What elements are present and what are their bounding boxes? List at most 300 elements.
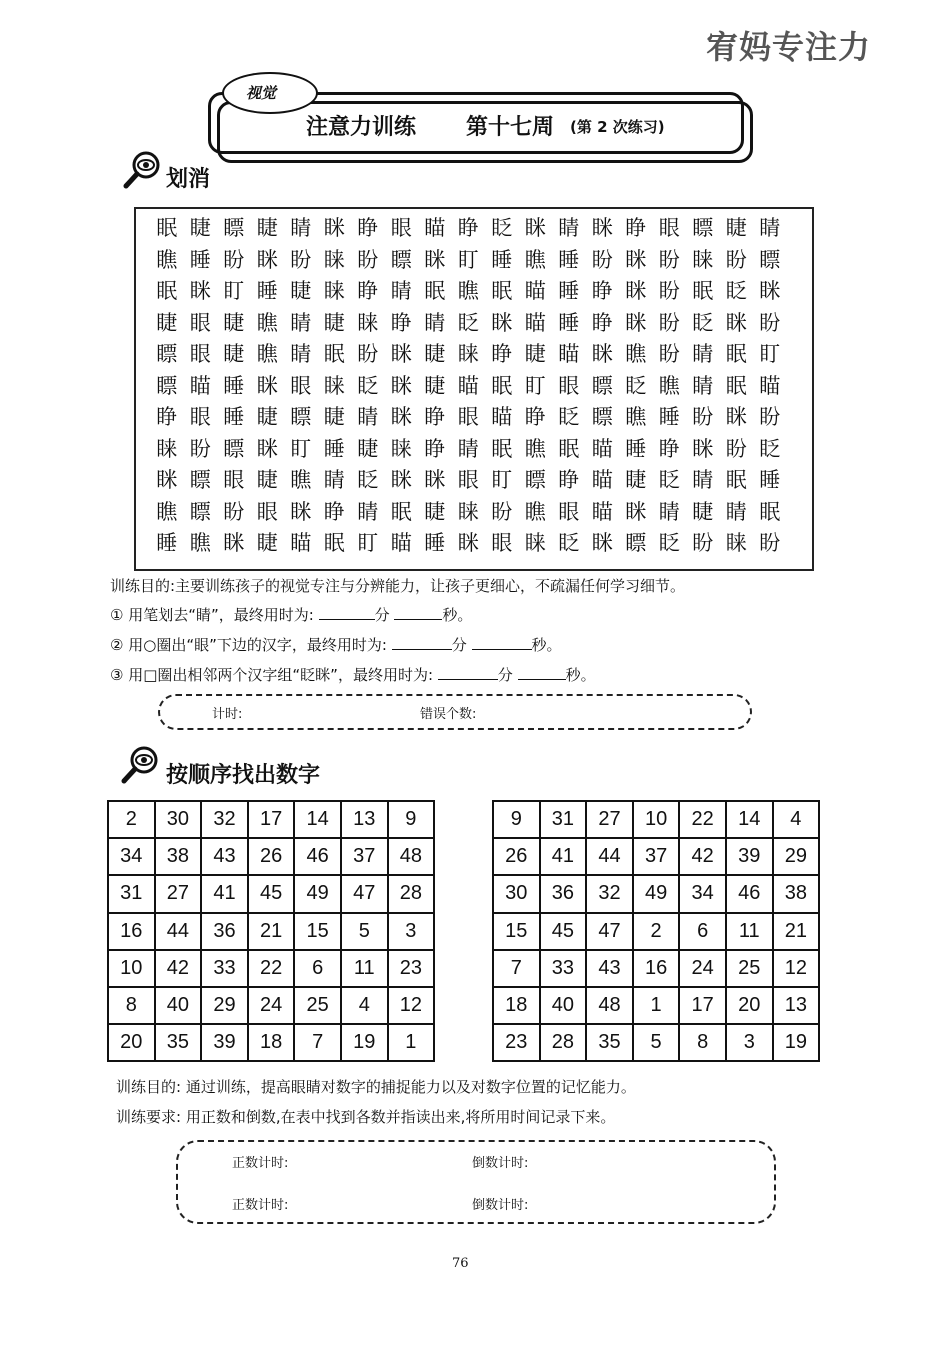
number-cell[interactable]: 6	[294, 950, 341, 987]
grid-char[interactable]: 睛	[558, 216, 580, 240]
number-cell[interactable]: 32	[586, 875, 633, 912]
number-cell[interactable]: 14	[726, 801, 773, 838]
task-3-seconds-field[interactable]	[518, 665, 566, 680]
number-cell[interactable]: 35	[586, 1024, 633, 1061]
grid-char[interactable]: 眯	[591, 342, 613, 366]
grid-char[interactable]: 眯	[256, 436, 278, 461]
grid-char[interactable]: 睫	[357, 436, 379, 461]
grid-char[interactable]: 睁	[156, 405, 178, 429]
grid-char[interactable]: 睡	[189, 247, 211, 272]
number-cell[interactable]: 45	[248, 875, 295, 912]
grid-char[interactable]: 眯	[323, 216, 345, 240]
number-cell[interactable]: 2	[633, 913, 680, 950]
grid-char[interactable]: 瞄	[591, 436, 613, 461]
grid-char[interactable]: 睁	[390, 310, 412, 335]
grid-char[interactable]: 瞟	[692, 216, 714, 240]
grid-char[interactable]: 眯	[390, 342, 412, 366]
grid-char[interactable]: 眯	[591, 531, 613, 555]
number-cell[interactable]: 27	[586, 801, 633, 838]
grid-char[interactable]: 盼	[223, 499, 245, 524]
number-cell[interactable]: 30	[493, 875, 540, 912]
grid-char[interactable]: 睫	[256, 468, 278, 492]
number-cell[interactable]: 10	[633, 801, 680, 838]
grid-char[interactable]: 眼	[290, 373, 312, 398]
grid-char[interactable]: 睫	[256, 405, 278, 429]
grid-char[interactable]: 瞟	[591, 373, 613, 398]
grid-char[interactable]: 眯	[725, 310, 747, 335]
grid-char[interactable]: 瞟	[625, 531, 647, 555]
grid-char[interactable]: 睛	[692, 342, 714, 366]
number-cell[interactable]: 40	[155, 987, 202, 1024]
number-cell[interactable]: 17	[679, 987, 726, 1024]
grid-char[interactable]: 睡	[491, 247, 513, 272]
grid-char[interactable]: 眯	[524, 216, 546, 240]
grid-char[interactable]: 瞧	[457, 279, 479, 303]
grid-char[interactable]: 睛	[390, 279, 412, 303]
grid-char[interactable]: 眯	[692, 436, 714, 461]
grid-char[interactable]: 眼	[491, 531, 513, 555]
grid-char[interactable]: 睫	[290, 279, 312, 303]
number-cell[interactable]: 31	[540, 801, 587, 838]
grid-char[interactable]: 睐	[390, 436, 412, 461]
grid-char[interactable]: 睫	[223, 342, 245, 366]
grid-char[interactable]: 睡	[424, 531, 446, 555]
number-cell[interactable]: 3	[388, 913, 435, 950]
number-cell[interactable]: 43	[201, 838, 248, 875]
grid-char[interactable]: 睫	[625, 468, 647, 492]
grid-char[interactable]: 眯	[457, 531, 479, 555]
number-cell[interactable]: 7	[493, 950, 540, 987]
grid-char[interactable]: 盼	[725, 436, 747, 461]
grid-char[interactable]: 睁	[658, 436, 680, 461]
number-cell[interactable]: 34	[679, 875, 726, 912]
grid-char[interactable]: 眠	[725, 342, 747, 366]
grid-char[interactable]: 眼	[658, 216, 680, 240]
grid-char[interactable]: 睛	[658, 499, 680, 524]
grid-char[interactable]: 眨	[357, 373, 379, 398]
grid-char[interactable]: 睐	[357, 310, 379, 335]
grid-char[interactable]: 盯	[457, 247, 479, 272]
number-cell[interactable]: 18	[248, 1024, 295, 1061]
number-cell[interactable]: 1	[388, 1024, 435, 1061]
number-cell[interactable]: 25	[294, 987, 341, 1024]
grid-char[interactable]: 睫	[524, 342, 546, 366]
grid-char[interactable]: 眼	[223, 468, 245, 492]
grid-char[interactable]: 睡	[759, 468, 781, 492]
grid-char[interactable]: 睛	[290, 216, 312, 240]
grid-char[interactable]: 睫	[223, 310, 245, 335]
grid-char[interactable]: 眯	[390, 468, 412, 492]
number-cell[interactable]: 46	[294, 838, 341, 875]
grid-char[interactable]: 睁	[357, 279, 379, 303]
grid-char[interactable]: 睐	[156, 436, 178, 461]
grid-char[interactable]: 眨	[558, 531, 580, 555]
number-cell[interactable]: 47	[586, 913, 633, 950]
number-cell[interactable]: 18	[493, 987, 540, 1024]
grid-char[interactable]: 睫	[256, 531, 278, 555]
grid-char[interactable]: 眠	[725, 468, 747, 492]
grid-char[interactable]: 睡	[223, 405, 245, 429]
number-cell[interactable]: 38	[773, 875, 820, 912]
grid-char[interactable]: 盯	[290, 436, 312, 461]
grid-char[interactable]: 睫	[323, 405, 345, 429]
grid-char[interactable]: 眯	[290, 499, 312, 524]
grid-char[interactable]: 瞧	[625, 342, 647, 366]
number-cell[interactable]: 31	[108, 875, 155, 912]
grid-char[interactable]: 盼	[290, 247, 312, 272]
grid-char[interactable]: 盼	[223, 247, 245, 272]
grid-char[interactable]: 眯	[625, 279, 647, 303]
grid-char[interactable]: 睁	[591, 310, 613, 335]
grid-char[interactable]: 睁	[357, 216, 379, 240]
grid-char[interactable]: 眼	[189, 342, 211, 366]
grid-char[interactable]: 盼	[725, 247, 747, 272]
grid-char[interactable]: 眯	[256, 247, 278, 272]
grid-char[interactable]: 睐	[692, 247, 714, 272]
number-cell[interactable]: 1	[633, 987, 680, 1024]
grid-char[interactable]: 瞄	[524, 310, 546, 335]
grid-char[interactable]: 瞟	[290, 405, 312, 429]
grid-char[interactable]: 盼	[591, 247, 613, 272]
grid-char[interactable]: 睁	[558, 468, 580, 492]
number-cell[interactable]: 20	[726, 987, 773, 1024]
grid-char[interactable]: 盼	[692, 405, 714, 429]
number-cell[interactable]: 44	[155, 913, 202, 950]
number-cell[interactable]: 49	[633, 875, 680, 912]
number-cell[interactable]: 33	[540, 950, 587, 987]
task-2-seconds-field[interactable]	[472, 635, 532, 650]
grid-char[interactable]: 睐	[725, 531, 747, 555]
number-cell[interactable]: 30	[155, 801, 202, 838]
grid-char[interactable]: 眨	[725, 279, 747, 303]
grid-char[interactable]: 瞄	[591, 499, 613, 524]
grid-char[interactable]: 眯	[759, 279, 781, 303]
number-cell[interactable]: 26	[493, 838, 540, 875]
grid-char[interactable]: 眯	[491, 310, 513, 335]
grid-char[interactable]: 眠	[323, 531, 345, 555]
grid-char[interactable]: 眼	[457, 468, 479, 492]
number-cell[interactable]: 34	[108, 838, 155, 875]
grid-char[interactable]: 盯	[357, 531, 379, 555]
grid-char[interactable]: 瞟	[223, 216, 245, 240]
grid-char[interactable]: 眯	[223, 531, 245, 555]
grid-char[interactable]: 睁	[457, 216, 479, 240]
grid-char[interactable]: 瞄	[759, 373, 781, 398]
grid-char[interactable]: 眼	[558, 373, 580, 398]
grid-char[interactable]: 睡	[156, 531, 178, 555]
grid-char[interactable]: 眯	[156, 468, 178, 492]
number-cell[interactable]: 24	[248, 987, 295, 1024]
grid-char[interactable]: 瞄	[491, 405, 513, 429]
grid-char[interactable]: 眯	[390, 373, 412, 398]
number-cell[interactable]: 23	[493, 1024, 540, 1061]
grid-char[interactable]: 睛	[323, 468, 345, 492]
grid-char[interactable]: 睡	[223, 373, 245, 398]
grid-char[interactable]: 睡	[558, 247, 580, 272]
grid-char[interactable]: 眨	[759, 436, 781, 461]
grid-char[interactable]: 眨	[457, 310, 479, 335]
grid-char[interactable]: 眨	[625, 373, 647, 398]
grid-char[interactable]: 眼	[189, 310, 211, 335]
grid-char[interactable]: 盼	[759, 531, 781, 555]
grid-char[interactable]: 睁	[424, 436, 446, 461]
grid-char[interactable]: 眠	[156, 279, 178, 303]
grid-char[interactable]: 眠	[558, 436, 580, 461]
number-cell[interactable]: 29	[201, 987, 248, 1024]
task-3-minutes-field[interactable]	[438, 665, 498, 680]
number-cell[interactable]: 8	[679, 1024, 726, 1061]
grid-char[interactable]: 盼	[692, 531, 714, 555]
grid-char[interactable]: 眠	[156, 216, 178, 240]
grid-char[interactable]: 瞟	[189, 468, 211, 492]
number-cell[interactable]: 37	[633, 838, 680, 875]
grid-char[interactable]: 瞄	[290, 531, 312, 555]
number-cell[interactable]: 33	[201, 950, 248, 987]
grid-char[interactable]: 睫	[323, 310, 345, 335]
grid-char[interactable]: 眯	[591, 216, 613, 240]
grid-char[interactable]: 盯	[759, 342, 781, 366]
number-cell[interactable]: 47	[341, 875, 388, 912]
number-cell[interactable]: 40	[540, 987, 587, 1024]
number-cell[interactable]: 19	[341, 1024, 388, 1061]
number-cell[interactable]: 13	[341, 801, 388, 838]
grid-char[interactable]: 睫	[692, 499, 714, 524]
number-cell[interactable]: 15	[493, 913, 540, 950]
grid-char[interactable]: 盼	[759, 310, 781, 335]
grid-char[interactable]: 瞟	[524, 468, 546, 492]
number-cell[interactable]: 12	[388, 987, 435, 1024]
grid-char[interactable]: 眠	[424, 279, 446, 303]
grid-char[interactable]: 睫	[424, 499, 446, 524]
number-cell[interactable]: 8	[108, 987, 155, 1024]
grid-char[interactable]: 眨	[491, 216, 513, 240]
number-cell[interactable]: 7	[294, 1024, 341, 1061]
grid-char[interactable]: 瞧	[524, 436, 546, 461]
grid-char[interactable]: 睛	[290, 342, 312, 366]
number-cell[interactable]: 36	[201, 913, 248, 950]
grid-char[interactable]: 眯	[424, 468, 446, 492]
grid-char[interactable]: 睁	[424, 405, 446, 429]
grid-char[interactable]: 眼	[189, 405, 211, 429]
task-1-minutes-field[interactable]	[319, 605, 375, 620]
grid-char[interactable]: 盼	[357, 247, 379, 272]
number-cell[interactable]: 22	[248, 950, 295, 987]
number-cell[interactable]: 3	[726, 1024, 773, 1061]
grid-char[interactable]: 瞟	[591, 405, 613, 429]
grid-char[interactable]: 睛	[692, 373, 714, 398]
grid-char[interactable]: 睁	[524, 405, 546, 429]
grid-char[interactable]: 盯	[524, 373, 546, 398]
grid-char[interactable]: 眨	[658, 531, 680, 555]
grid-char[interactable]: 眠	[323, 342, 345, 366]
grid-char[interactable]: 眠	[725, 373, 747, 398]
grid-char[interactable]: 瞟	[390, 247, 412, 272]
grid-char[interactable]: 睡	[558, 279, 580, 303]
grid-char[interactable]: 盼	[658, 310, 680, 335]
grid-char[interactable]: 眠	[491, 436, 513, 461]
number-cell[interactable]: 15	[294, 913, 341, 950]
grid-char[interactable]: 睁	[323, 499, 345, 524]
grid-char[interactable]: 瞟	[223, 436, 245, 461]
number-cell[interactable]: 39	[726, 838, 773, 875]
grid-char[interactable]: 睐	[323, 373, 345, 398]
grid-char[interactable]: 睛	[424, 310, 446, 335]
grid-char[interactable]: 盼	[759, 405, 781, 429]
grid-char[interactable]: 瞄	[591, 468, 613, 492]
number-cell[interactable]: 28	[540, 1024, 587, 1061]
grid-char[interactable]: 瞧	[658, 373, 680, 398]
number-cell[interactable]: 42	[155, 950, 202, 987]
number-cell[interactable]: 37	[341, 838, 388, 875]
grid-char[interactable]: 眠	[692, 279, 714, 303]
grid-char[interactable]: 瞧	[290, 468, 312, 492]
number-cell[interactable]: 28	[388, 875, 435, 912]
number-cell[interactable]: 20	[108, 1024, 155, 1061]
grid-char[interactable]: 眠	[491, 279, 513, 303]
grid-char[interactable]: 瞟	[189, 499, 211, 524]
grid-char[interactable]: 眨	[658, 468, 680, 492]
grid-char[interactable]: 瞟	[156, 373, 178, 398]
grid-char[interactable]: 眠	[491, 373, 513, 398]
grid-char[interactable]: 盼	[658, 342, 680, 366]
grid-char[interactable]: 眨	[692, 310, 714, 335]
grid-char[interactable]: 盼	[189, 436, 211, 461]
grid-char[interactable]: 盼	[357, 342, 379, 366]
number-cell[interactable]: 9	[388, 801, 435, 838]
grid-char[interactable]: 睫	[256, 216, 278, 240]
grid-char[interactable]: 眼	[457, 405, 479, 429]
number-cell[interactable]: 23	[388, 950, 435, 987]
grid-char[interactable]: 眯	[625, 499, 647, 524]
number-cell[interactable]: 39	[201, 1024, 248, 1061]
grid-char[interactable]: 盼	[658, 279, 680, 303]
grid-char[interactable]: 眠	[759, 499, 781, 524]
grid-char[interactable]: 睛	[725, 499, 747, 524]
number-cell[interactable]: 32	[201, 801, 248, 838]
number-cell[interactable]: 43	[586, 950, 633, 987]
number-cell[interactable]: 10	[108, 950, 155, 987]
grid-char[interactable]: 睫	[189, 216, 211, 240]
grid-char[interactable]: 瞧	[524, 247, 546, 272]
number-cell[interactable]: 13	[773, 987, 820, 1024]
grid-char[interactable]: 睡	[625, 436, 647, 461]
grid-char[interactable]: 睡	[256, 279, 278, 303]
number-cell[interactable]: 14	[294, 801, 341, 838]
grid-char[interactable]: 眯	[390, 405, 412, 429]
number-cell[interactable]: 22	[679, 801, 726, 838]
number-cell[interactable]: 11	[341, 950, 388, 987]
number-cell[interactable]: 21	[773, 913, 820, 950]
number-cell[interactable]: 5	[633, 1024, 680, 1061]
grid-char[interactable]: 瞧	[625, 405, 647, 429]
grid-char[interactable]: 睡	[558, 310, 580, 335]
grid-char[interactable]: 眨	[558, 405, 580, 429]
grid-char[interactable]: 睁	[625, 216, 647, 240]
grid-char[interactable]: 眯	[424, 247, 446, 272]
grid-char[interactable]: 瞄	[424, 216, 446, 240]
grid-char[interactable]: 瞄	[457, 373, 479, 398]
grid-char[interactable]: 瞄	[390, 531, 412, 555]
grid-char[interactable]: 睡	[658, 405, 680, 429]
grid-char[interactable]: 睛	[457, 436, 479, 461]
grid-char[interactable]: 睁	[491, 342, 513, 366]
grid-char[interactable]: 瞟	[156, 342, 178, 366]
grid-char[interactable]: 睫	[424, 342, 446, 366]
grid-char[interactable]: 眠	[390, 499, 412, 524]
number-cell[interactable]: 29	[773, 838, 820, 875]
grid-char[interactable]: 瞄	[524, 279, 546, 303]
grid-char[interactable]: 睡	[323, 436, 345, 461]
number-cell[interactable]: 41	[540, 838, 587, 875]
number-cell[interactable]: 49	[294, 875, 341, 912]
number-cell[interactable]: 4	[773, 801, 820, 838]
number-cell[interactable]: 44	[586, 838, 633, 875]
grid-char[interactable]: 瞟	[759, 247, 781, 272]
grid-char[interactable]: 瞧	[156, 247, 178, 272]
grid-char[interactable]: 瞧	[156, 499, 178, 524]
number-cell[interactable]: 35	[155, 1024, 202, 1061]
grid-char[interactable]: 睫	[725, 216, 747, 240]
grid-char[interactable]: 瞧	[189, 531, 211, 555]
number-cell[interactable]: 12	[773, 950, 820, 987]
number-cell[interactable]: 26	[248, 838, 295, 875]
grid-char[interactable]: 瞄	[189, 373, 211, 398]
task-2-minutes-field[interactable]	[392, 635, 452, 650]
number-cell[interactable]: 9	[493, 801, 540, 838]
number-cell[interactable]: 17	[248, 801, 295, 838]
grid-char[interactable]: 睐	[457, 342, 479, 366]
grid-char[interactable]: 睛	[357, 499, 379, 524]
number-cell[interactable]: 24	[679, 950, 726, 987]
grid-char[interactable]: 眯	[256, 373, 278, 398]
grid-char[interactable]: 瞧	[524, 499, 546, 524]
grid-char[interactable]: 睐	[323, 279, 345, 303]
number-cell[interactable]: 19	[773, 1024, 820, 1061]
number-cell[interactable]: 2	[108, 801, 155, 838]
number-cell[interactable]: 48	[388, 838, 435, 875]
grid-char[interactable]: 眼	[256, 499, 278, 524]
grid-char[interactable]: 眯	[625, 247, 647, 272]
number-cell[interactable]: 42	[679, 838, 726, 875]
number-cell[interactable]: 36	[540, 875, 587, 912]
grid-char[interactable]: 盼	[491, 499, 513, 524]
number-cell[interactable]: 46	[726, 875, 773, 912]
grid-char[interactable]: 眯	[725, 405, 747, 429]
grid-char[interactable]: 眼	[390, 216, 412, 240]
number-cell[interactable]: 5	[341, 913, 388, 950]
grid-char[interactable]: 睐	[323, 247, 345, 272]
grid-char[interactable]: 睐	[457, 499, 479, 524]
number-cell[interactable]: 25	[726, 950, 773, 987]
number-cell[interactable]: 21	[248, 913, 295, 950]
number-cell[interactable]: 16	[633, 950, 680, 987]
grid-char[interactable]: 眼	[558, 499, 580, 524]
number-cell[interactable]: 45	[540, 913, 587, 950]
number-cell[interactable]: 48	[586, 987, 633, 1024]
number-cell[interactable]: 4	[341, 987, 388, 1024]
grid-char[interactable]: 瞄	[558, 342, 580, 366]
grid-char[interactable]: 瞧	[256, 310, 278, 335]
grid-char[interactable]: 眨	[357, 468, 379, 492]
number-cell[interactable]: 11	[726, 913, 773, 950]
grid-char[interactable]: 盯	[491, 468, 513, 492]
number-cell[interactable]: 27	[155, 875, 202, 912]
grid-char[interactable]: 睛	[290, 310, 312, 335]
grid-char[interactable]: 眯	[189, 279, 211, 303]
grid-char[interactable]: 睫	[156, 310, 178, 335]
grid-char[interactable]: 睫	[424, 373, 446, 398]
number-cell[interactable]: 6	[679, 913, 726, 950]
